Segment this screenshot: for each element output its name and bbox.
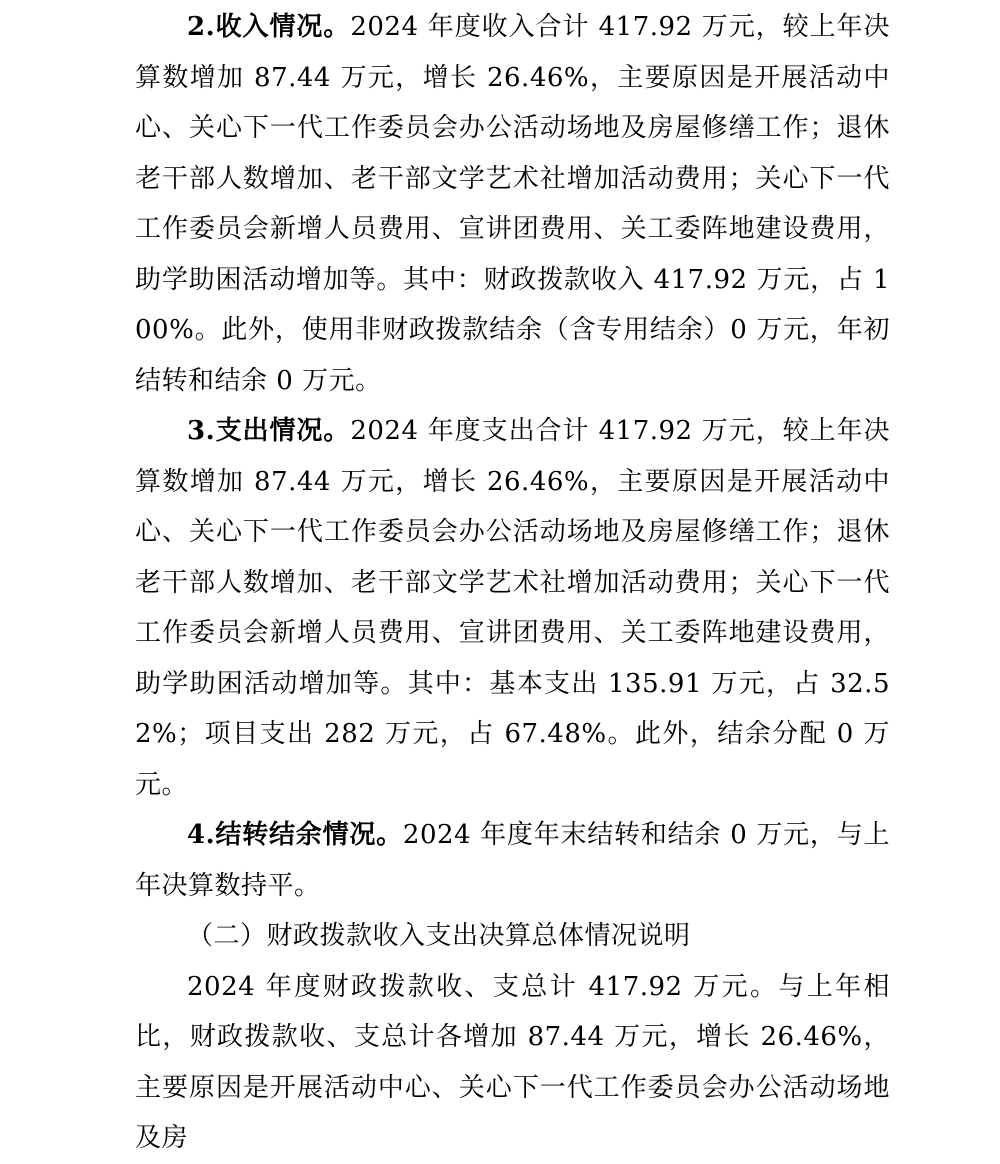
- income-paragraph: [135, 2, 890, 406]
- carryover-paragraph: [135, 810, 890, 911]
- expenditure-paragraph: [135, 406, 890, 810]
- section-heading: （二）财政拨款收入支出决算总体情况说明: [187, 921, 691, 951]
- carryover-body: 2024 年度年末结转和结余 0 万元，与上年决算数持平。: [135, 820, 890, 901]
- income-lead: 2.收入情况。: [187, 12, 351, 42]
- expenditure-body: 2024 年度支出合计 417.92 万元，较上年决算数增加 87.44 万元，增长 26.46%，主要原因是开展活动中心、关心下一代工作委员会办公活动场地及房屋修缮工作；退休老干部人数增加、老干部文学艺术社增加活动费用；关心下一代工作委员会新增人员费用、宣讲团费用、关工委阵地建设费用，助学助困活动增加等。其中：基本支出 135.91 万元，占 32.52%；项目支出 282 万元，占 67.48%。此外，结余分配 0 万元。: [135, 416, 890, 800]
- income-body: 2024 年度收入合计 417.92 万元，较上年决算数增加 87.44 万元，增长 26.46%，主要原因是开展活动中心、关心下一代工作委员会办公活动场地及房屋修缮工作；退休老干部人数增加、老干部文学艺术社增加活动费用；关心下一代工作委员会新增人员费用、宣讲团费用、关工委阵地建设费用，助学助困活动增加等。其中：财政拨款收入 417.92 万元，占 100%。此外，使用非财政拨款结余（含专用结余）0 万元，年初结转和结余 0 万元。: [135, 12, 890, 396]
- expenditure-lead: 3.支出情况。: [187, 416, 351, 446]
- fiscal-summary-paragraph: 2024 年度财政拨款收、支总计 417.92 万元。与上年相比，财政拨款收、支总计各增加 87.44 万元，增长 26.46%，主要原因是开展活动中心、关心下一代工作委员会办公活动场地及房: [135, 971, 890, 1153]
- carryover-lead: 4.结转结余情况。: [187, 820, 403, 850]
